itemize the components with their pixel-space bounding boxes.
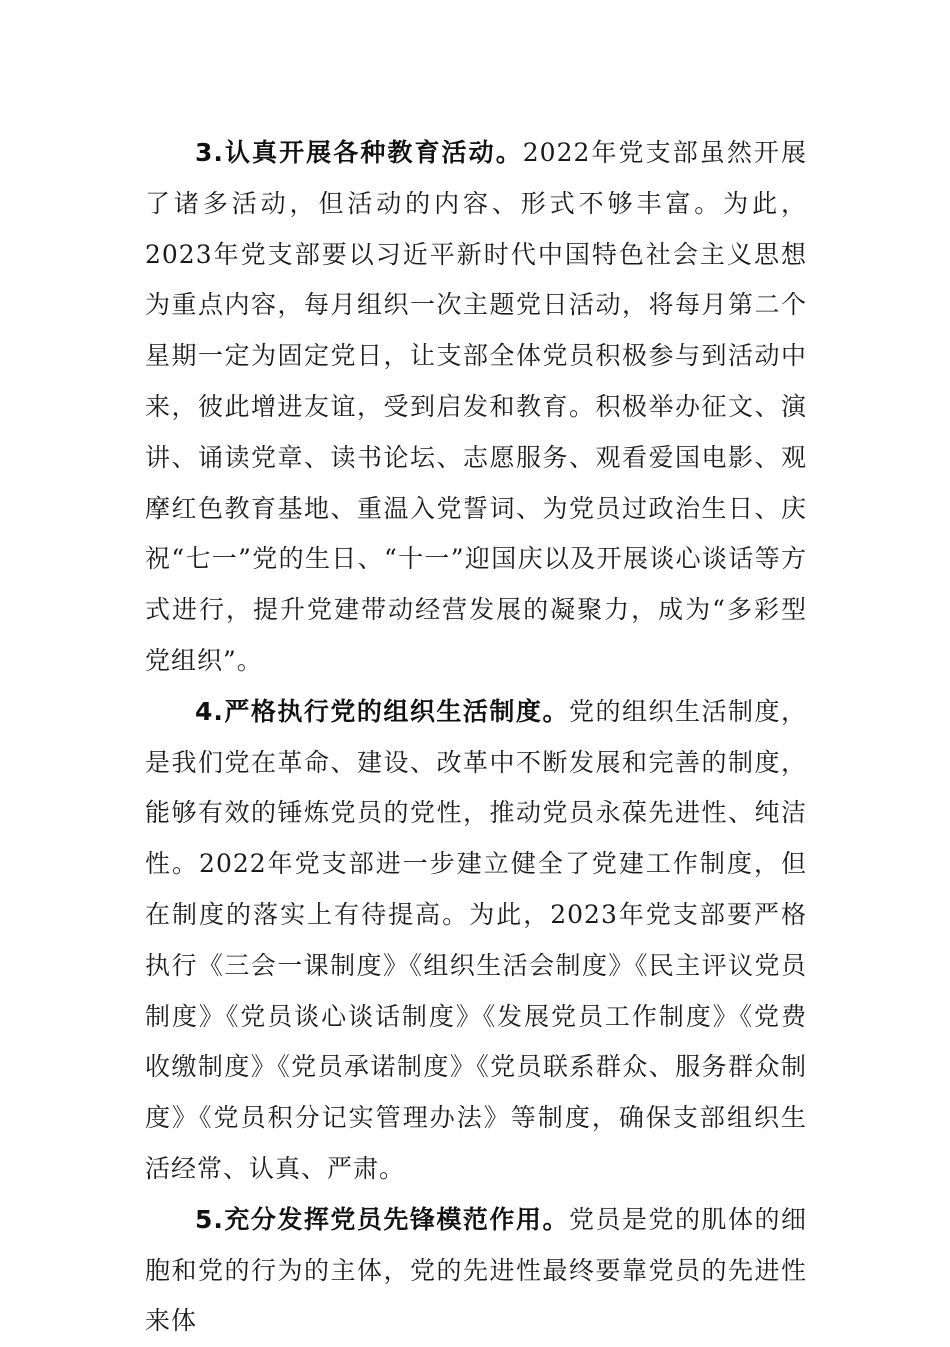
paragraph-text: 党员是党的肌体的细胞和党的行为的主体，党的先进性最终要靠党员的先进性来体 [145,1204,807,1336]
paragraph-education-activities [145,128,807,687]
document-body [145,128,807,1347]
paragraph-text: 2022年党支部虽然开展了诸多活动，但活动的内容、形式不够丰富。为此，2023年党支部要以习近平新时代中国特色社会主义思想为重点内容，每月组织一次主题党日活动，将每月第二个星期一定为固定党日，让支部全体党员积极参与到活动中来，彼此增进友谊，受到启发和教育。积极举办征文、演讲、诵读党章、读书论坛、志愿服务、观看爱国电影、观摩红色教育基地、重温入党誓词、为党员过政治生日、庆祝“七一”党的生日、“十一”迎国庆以及开展谈心谈话等方式进行，提升党建带动经营发展的凝聚力，成为“多彩型党组织”。 [145,138,807,675]
paragraph-text: 党的组织生活制度，是我们党在革命、建设、改革中不断发展和完善的制度，能够有效的锤炼党员的党性，推动党员永葆先进性、纯洁性。2022年党支部进一步建立健全了党建工作制度，但在制度的落实上有待提高。为此，2023年党支部要严格执行《三会一课制度》《组织生活会制度》《民主评议党员制度》《党员谈心谈话制度》《发展党员工作制度》《党费收缴制度》《党员承诺制度》《党员联系群众、服务群众制度》《党员积分记实管理办法》等制度，确保支部组织生活经常、认真、严肃。 [145,696,807,1183]
paragraph-organizational-life [145,687,807,1195]
paragraph-vanguard-role [145,1195,807,1347]
paragraph-heading: 5.充分发挥党员先锋模范作用。 [195,1204,569,1234]
paragraph-heading: 3.认真开展各种教育活动。 [195,138,523,167]
paragraph-heading: 4.严格执行党的组织生活制度。 [195,696,569,726]
